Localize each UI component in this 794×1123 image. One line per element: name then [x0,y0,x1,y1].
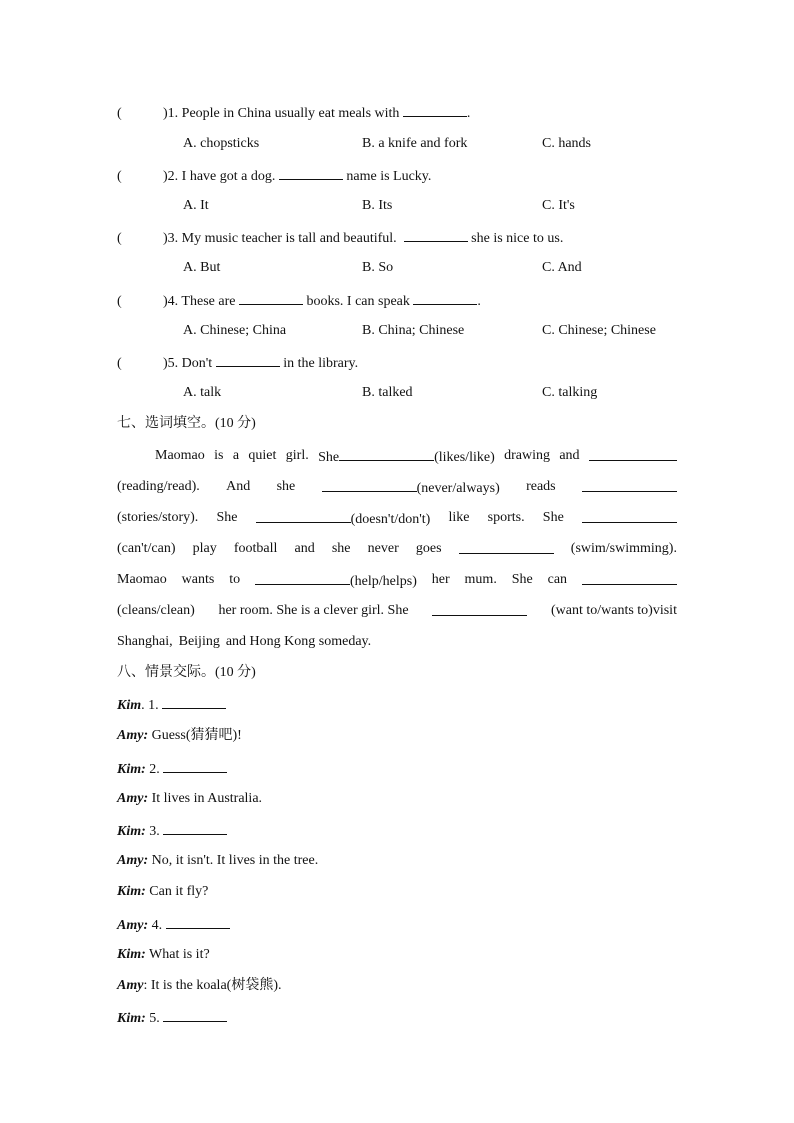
cloze-blank[interactable] [256,509,351,523]
cloze-line-5: Maomao wants to (help/helps) her mum. She can [117,571,677,591]
dialogue-line-1: Kim. 1. [117,695,226,715]
option-a: A. talk [183,385,222,400]
option-a: A. It [183,198,209,213]
answer-blank[interactable] [166,915,230,929]
speaker: Amy [117,978,144,993]
answer-paren[interactable]: ( [117,169,122,184]
question-text: I have got a dog. [181,169,276,184]
speaker: Kim: [117,884,146,899]
question-text: People in China usually eat meals with [181,106,400,121]
answer-paren[interactable]: ( [117,106,122,121]
dialogue-line-5: Kim: 3. [117,821,227,841]
option-b: B. talked [362,385,413,400]
speaker: Amy: [117,791,149,806]
cloze-line-1: Maomao is a quiet girl. She (likes/like) drawing and [155,447,677,467]
option-b: B. So [362,260,394,275]
answer-blank[interactable] [403,103,467,117]
answer-paren[interactable]: ( [117,356,122,371]
dialogue-line-10: Amy: It is the koala(树袋熊). [117,978,282,993]
option-c: C. Chinese; Chinese [542,323,656,338]
dialogue-line-4: Amy: It lives in Australia. [117,791,263,806]
speaker: Kim [117,698,142,713]
question-text: Don't [181,356,213,371]
answer-paren[interactable]: ( [117,294,122,309]
cloze-blank[interactable] [339,447,434,461]
option-c: C. And [542,260,582,275]
dialogue-line-3: Kim: 2. [117,759,227,779]
speaker: Amy: [117,918,149,933]
answer-paren[interactable]: ( [117,231,122,246]
cloze-line-6: (cleans/clean) her room. She is a clever girl. She (want to/wants to)visit [117,603,677,618]
option-c: C. talking [542,385,598,400]
question-4: ( )4. These are books. I can speak . [117,291,481,311]
cloze-line-3: (stories/story). She (doesn't/don't) like sports. She [117,509,677,529]
question-5: ( )5. Don't in the library. [117,353,358,373]
question-text: These are [181,294,236,309]
cloze-blank[interactable] [582,509,677,523]
cloze-line-4: (can't/can) play football and she never goes (swim/swimming). [117,541,677,556]
answer-blank[interactable] [163,821,227,835]
answer-blank[interactable] [216,353,280,367]
dialogue-line-6: Amy: No, it isn't. It lives in the tree. [117,853,319,868]
option-b: B. a knife and fork [362,136,468,151]
speaker: Amy: [117,728,149,743]
speaker: Kim: [117,947,146,962]
speaker: Kim: [117,824,146,839]
cloze-blank[interactable] [589,447,677,461]
question-text: My music teacher is tall and beautiful. [181,231,397,246]
dialogue-line-9: Kim: What is it? [117,947,210,962]
option-b: B. China; Chinese [362,323,465,338]
section-7-title: 七、选词填空。(10 分) [117,416,256,431]
option-a: A. Chinese; China [183,323,287,338]
option-a: A. But [183,260,221,275]
answer-blank[interactable] [404,228,468,242]
cloze-line-7: Shanghai, Beijing and Hong Kong someday. [117,634,372,649]
speaker: Kim: [117,1011,146,1026]
question-1: ( )1. People in China usually eat meals with . [117,103,470,123]
cloze-blank[interactable] [432,602,527,616]
question-2: ( )2. I have got a dog. name is Lucky. [117,166,431,186]
speaker: Kim: [117,762,146,777]
dialogue-line-11: Kim: 5. [117,1008,227,1028]
answer-blank[interactable] [279,166,343,180]
cloze-line-2: (reading/read). And she (never/always) reads [117,478,677,498]
cloze-blank[interactable] [459,540,554,554]
speaker: Amy: [117,853,149,868]
dialogue-line-7: Kim: Can it fly? [117,884,209,899]
dialogue-line-8: Amy: 4. [117,915,230,935]
option-a: A. chopsticks [183,136,260,151]
option-b: B. Its [362,198,393,213]
dialogue-line-2: Amy: Guess(猜猜吧)! [117,728,242,743]
cloze-blank[interactable] [582,478,677,492]
cloze-blank[interactable] [255,571,350,585]
option-c: C. It's [542,198,575,213]
answer-blank[interactable] [163,759,227,773]
cloze-blank[interactable] [322,478,417,492]
section-8-title: 八、情景交际。(10 分) [117,665,256,680]
cloze-blank[interactable] [582,571,677,585]
answer-blank[interactable] [413,291,477,305]
answer-blank[interactable] [239,291,303,305]
option-c: C. hands [542,136,591,151]
answer-blank[interactable] [162,695,226,709]
question-3: ( )3. My music teacher is tall and beautiful. she is nice to us. [117,228,563,248]
answer-blank[interactable] [163,1008,227,1022]
